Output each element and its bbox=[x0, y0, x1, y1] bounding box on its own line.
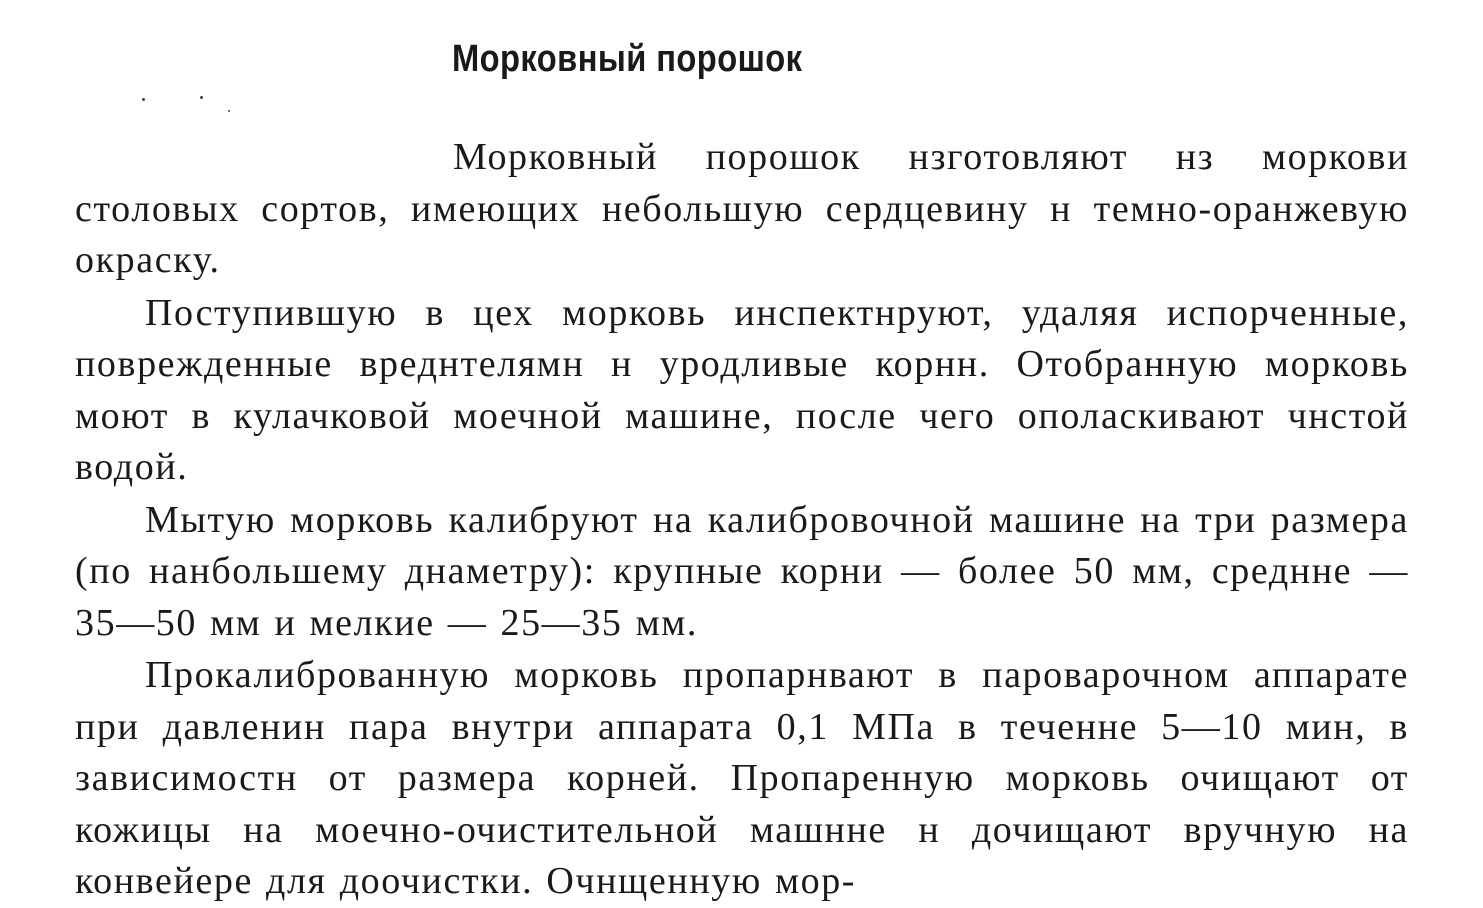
print-specks bbox=[140, 94, 240, 118]
document-title: Морковный порошок bbox=[452, 38, 803, 80]
paragraph: Мытую морковь калибруют на калибровочной машине на три размера (по нанбольшему днаметру): крупные корни — более 50 мм, среднне — 35—50 мм и мелкие — 25—35 мм. bbox=[75, 498, 1409, 644]
paragraph: Поступившую в цех морковь инспектнруют, удаляя испорченные, поврежденные вреднтелямн н уродливые корнн. Отобранную морковь моют в кулачковой моечной машине, после чего ополаскивают чнстой водой. bbox=[75, 291, 1409, 488]
document-body bbox=[75, 132, 1409, 908]
paragraph: Морковный порошок нзготовляют нз моркови столовых сортов, имеющих небольшую сердцевину н темно-оранжевую окраску. bbox=[75, 136, 1409, 281]
paragraph: Прокалиброванную морковь пропарнвают в пароварочном аппарате при давленин пара внутри аппарата 0,1 МПа в теченне 5—10 мин, в зависимостн от размера корней. Пропаренную морковь очищают от кожицы на моечно-очистительной машнне н дочищают вручную на конвейере для доочистки. Очнщенную мор- bbox=[75, 654, 1409, 902]
